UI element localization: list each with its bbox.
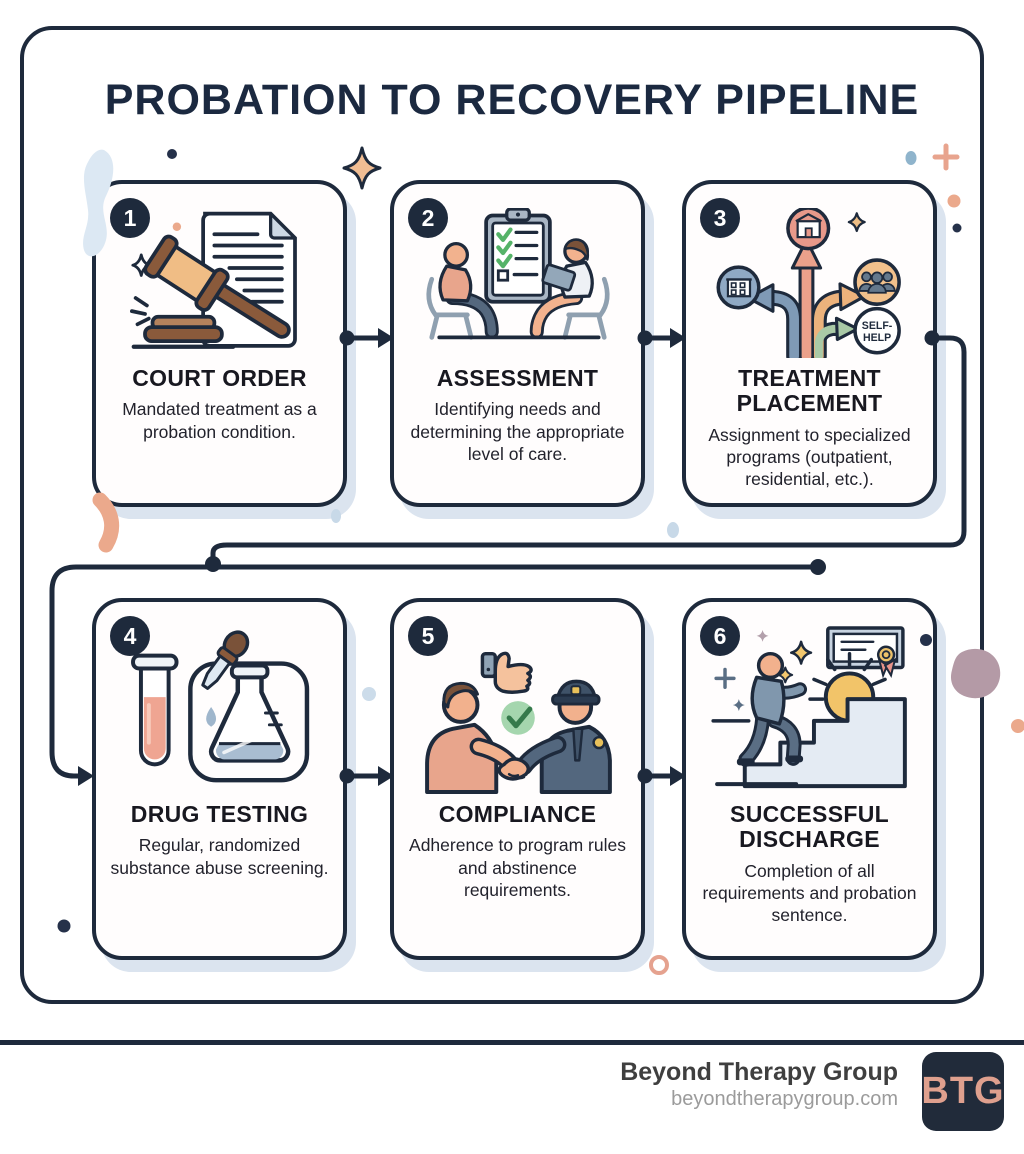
self-help-circle <box>855 309 899 353</box>
step-title: COURT ORDER <box>132 365 307 391</box>
step-title: TREATMENT PLACEMENT <box>736 365 883 417</box>
client-figure <box>427 683 496 792</box>
footer-company-name: Beyond Therapy Group <box>620 1058 898 1086</box>
officer-figure <box>541 681 609 792</box>
step-card-4 <box>92 598 347 960</box>
step-number-badge: 1 <box>110 198 150 238</box>
step-card-2 <box>390 180 645 507</box>
step-description: Adherence to program rules and abstinence requirements. <box>409 835 626 900</box>
step-number-badge: 4 <box>110 616 150 656</box>
step-title: ASSESSMENT <box>436 365 599 391</box>
step-number-badge: 2 <box>408 198 448 238</box>
dot-decoration <box>1011 719 1024 733</box>
sparkle-icon <box>848 213 864 231</box>
thumbs-up <box>482 653 531 692</box>
clipboard <box>486 209 550 302</box>
page-title: PROBATION TO RECOVERY PIPELINE <box>104 76 920 124</box>
self-help-label-line2: HELP <box>862 332 891 345</box>
step-title: COMPLIANCE <box>438 801 597 827</box>
step-number-badge: 3 <box>700 198 740 238</box>
step-number-badge: 5 <box>408 616 448 656</box>
step-description: Identifying needs and determining the appropriate level of care. <box>410 399 625 464</box>
outpatient-circle <box>718 267 759 308</box>
step-title: DRUG TESTING <box>130 801 309 827</box>
test-tube <box>133 656 176 765</box>
step-card-6 <box>682 598 937 960</box>
drop <box>206 707 216 727</box>
step-card-3 <box>682 180 937 507</box>
btg-logo: BTG <box>922 1052 1004 1131</box>
footer-text-block <box>620 1058 898 1111</box>
step-description: Completion of all requirements and probation sentence. <box>702 860 917 926</box>
residential-circle <box>787 208 828 249</box>
footer-website: beyondtherapygroup.com <box>671 1087 898 1110</box>
climbing-person <box>736 654 802 766</box>
step-number-badge: 6 <box>700 616 740 656</box>
check-circle <box>501 701 535 735</box>
branching-arrows <box>748 240 864 356</box>
step-description: Mandated treatment as a probation condition. <box>122 399 317 442</box>
footer-divider <box>0 1040 1024 1045</box>
self-help-label-line1: SELF- <box>861 319 892 332</box>
client-figure <box>428 244 491 338</box>
step-title: SUCCESSFUL DISCHARGE <box>730 801 889 853</box>
step-description: Assignment to specialized programs (outpatient, residential, etc.). <box>708 424 911 490</box>
step-card-5 <box>390 598 645 960</box>
group-program-circle <box>855 260 899 304</box>
step-description: Regular, randomized substance abuse screening. <box>110 835 329 878</box>
step-card-1 <box>92 180 347 507</box>
flask <box>211 666 288 761</box>
